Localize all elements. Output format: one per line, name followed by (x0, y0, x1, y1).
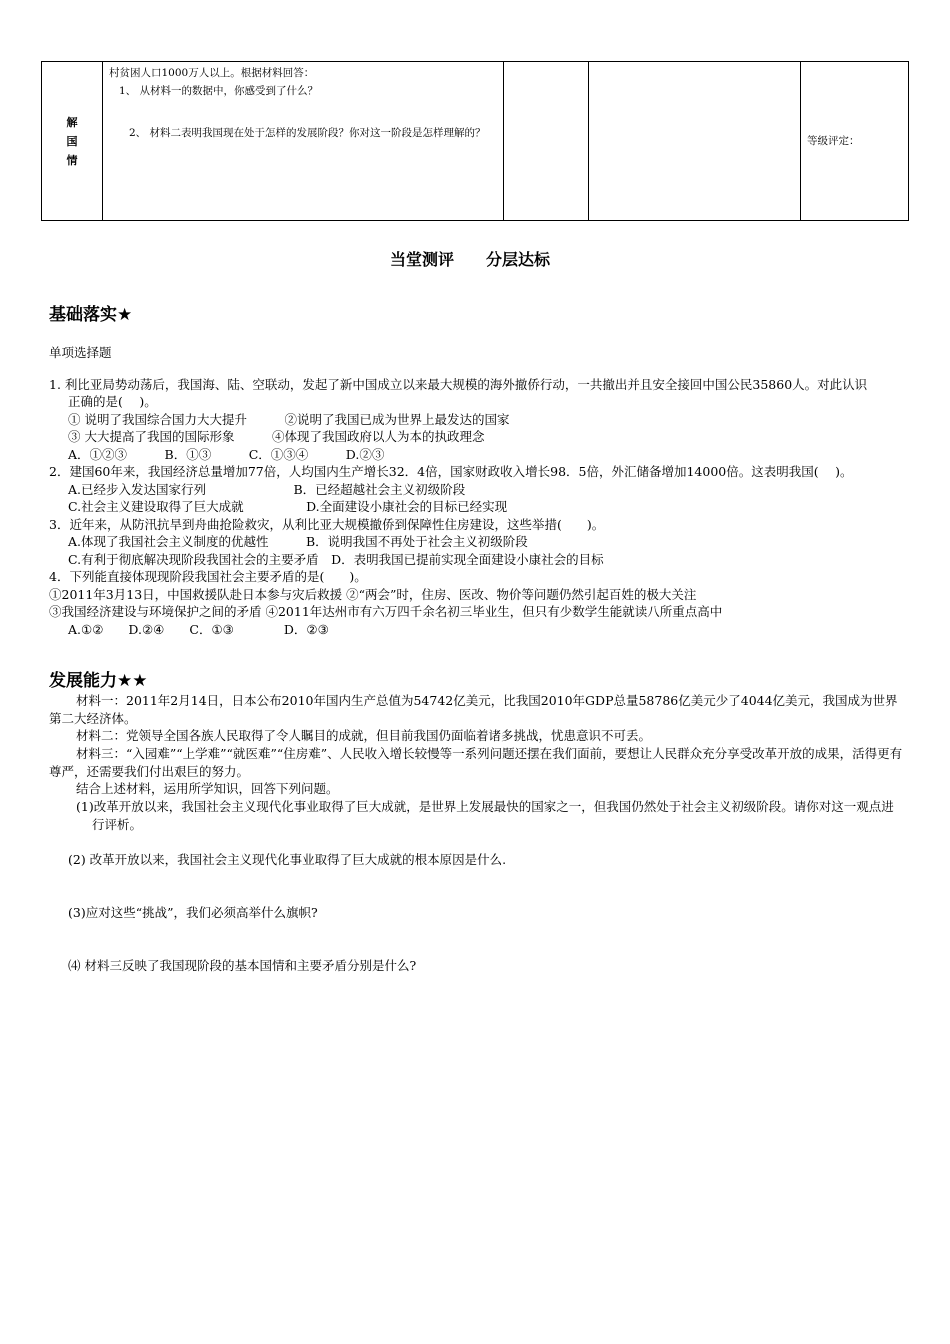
q1-line1: 1. 利比亚局势动荡后，我国海、陆、空联动，发起了新中国成立以来最大规模的海外撤侨行动，一共撤出并且安全接回中国公民35860人。对此认识 (49, 377, 868, 392)
q2-option-2: C.社会主义建设取得了巨大成就 D.全面建设小康社会的目标已经实现 (68, 499, 508, 514)
table-empty-cell-2 (589, 62, 801, 221)
table-intro: 村贫困人口1000万人以上。根据材料回答： (109, 67, 315, 79)
sub-question-2: (2) 改革开放以来，我国社会主义现代化事业取得了巨大成就的根本原因是什么. (68, 852, 507, 867)
q4-option-2: ③我国经济建设与环境保护之间的矛盾 ④2011年达州市有六万四千余名初三毕业生，但只有少数学生能就读八所重点高中 (49, 604, 723, 619)
material-2: 材料二：党领导全国各族人民取得了令人瞩目的成就，但目前我国仍面临着诸多挑战，忧患意识不可丢。 (76, 728, 652, 743)
table-grade-cell (801, 62, 909, 221)
sub-question-4: ⑷ 材料三反映了我国现阶段的基本国情和主要矛盾分别是什么? (68, 958, 417, 973)
table-left-label: 解国情 (66, 115, 78, 167)
section2-heading: 发展能力★★ (49, 671, 148, 691)
main-title: 当堂测评 分层达标 (390, 250, 551, 269)
sub-question-1: (1)改革开放以来，我国社会主义现代化事业取得了巨大成就，是世界上发展最快的国家之一，但我国仍然处于社会主义初级阶段。请你对这一观点进行评析。 (76, 799, 894, 832)
q4-line1: 4．下列能直接体现现阶段我国社会主要矛盾的是( )。 (49, 569, 367, 584)
section1-subheading: 单项选择题 (49, 345, 112, 360)
table-left-label-cell (42, 62, 103, 221)
material-1: 材料一：2011年2月14日，日本公布2010年国内生产总值为54742亿美元，比我国2010年GDP总量58786亿美元少了4044亿美元，我国成为世界第二大经济体。 (49, 693, 898, 726)
instruction: 结合上述材料，运用所学知识，回答下列问题。 (76, 781, 339, 796)
q3-line1: 3．近年来，从防汛抗旱到舟曲抢险救灾，从利比亚大规模撤侨到保障性住房建设，这些举措( )。 (49, 517, 605, 532)
table-content-cell (103, 62, 504, 221)
grade-label: 等级评定： (807, 135, 860, 147)
q4-choices: A.①② D.②④ C．①③ D．②③ (68, 622, 329, 637)
material-3: 材料三：“入园难”“上学难”“就医难”“住房难”、人民收入增长较慢等一系列问题还摆在我们面前，要想让人民群众充分享受改革开放的成果，活得更有尊严，还需要我们付出艰巨的努力。 (49, 746, 903, 779)
q4-option-1: ①2011年3月13日，中国救援队赴日本参与灾后救援 ②“两会”时，住房、医改、物价等问题仍然引起百姓的极大关注 (49, 587, 697, 602)
q1-option-1: ① 说明了我国综合国力大大提升 ②说明了我国已成为世界上最发达的国家 (68, 412, 510, 427)
q3-option-1: A.体现了我国社会主义制度的优越性 B．说明我国不再处于社会主义初级阶段 (68, 534, 528, 549)
table-question-1: 1、 从材料一的数据中，你感受到了什么？ (119, 85, 319, 97)
q3-option-2: C.有利于彻底解决现阶段我国社会的主要矛盾 D．表明我国已提前实现全面建设小康社会的目标 (68, 552, 604, 567)
section1-heading: 基础落实★ (49, 305, 133, 325)
q1-line2: 正确的是( )。 (68, 394, 157, 409)
q2-option-1: A.已经步入发达国家行列 B．已经超越社会主义初级阶段 (68, 482, 466, 497)
table-empty-cell-1 (504, 62, 589, 221)
question-table (41, 61, 909, 221)
q2-line1: 2．建国60年来，我国经济总量增加77倍，人均国内生产增长32．4倍，国家财政收入增长98．5倍，外汇储备增加14000倍。这表明我国( )。 (49, 464, 853, 479)
q1-choices: A．①②③ B．①③ C．①③④ D.②③ (68, 447, 385, 462)
q1-option-2: ③ 大大提高了我国的国际形象 ④体现了我国政府以人为本的执政理念 (68, 429, 485, 444)
sub-question-3: (3)应对这些“挑战”，我们必须高举什么旗帜? (68, 905, 318, 920)
table-question-2: 2、 材料二表明我国现在处于怎样的发展阶段？你对这一阶段是怎样理解的？ (129, 127, 486, 139)
